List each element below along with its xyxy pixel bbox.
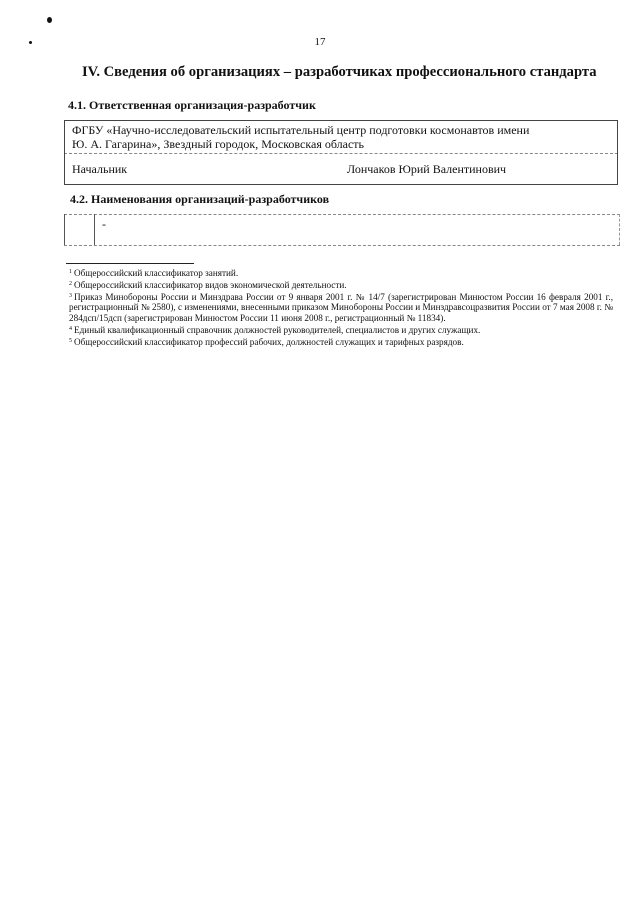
table-border <box>619 214 620 245</box>
scan-speck-mark <box>47 17 52 23</box>
developers-table <box>64 214 620 246</box>
table-border <box>64 120 65 184</box>
developer-name-cell: - <box>102 217 106 231</box>
footnote-mark: 3 <box>69 292 72 299</box>
table-border <box>64 120 618 121</box>
footnote-mark: 5 <box>69 337 72 344</box>
page-number: 17 <box>314 36 326 48</box>
table-border <box>64 214 65 245</box>
footnote-mark: 1 <box>69 269 72 275</box>
footnote <box>69 279 613 291</box>
head-name: Лончаков Юрий Валентинович <box>347 162 507 176</box>
table-border <box>617 120 618 184</box>
footnote-mark: 2 <box>69 280 72 287</box>
responsible-org-table <box>64 120 618 185</box>
footnote-text: Общероссийский классификатор профессий рабочих, должностей служащих и тарифных разрядов. <box>74 336 464 347</box>
footnotes <box>69 267 613 348</box>
org-name-line2: Ю. А. Гагарина», Звездный городок, Московская область <box>72 137 365 151</box>
table-border <box>94 214 95 245</box>
org-name-line1: ФГБУ «Научно-исследовательский испытательный центр подготовки космонавтов имени <box>72 123 530 137</box>
responsible-org-heading: 4.1. Ответственная организация-разработчик <box>68 98 316 112</box>
table-border <box>64 184 618 185</box>
footnote <box>69 324 613 336</box>
footnote <box>69 267 613 279</box>
footnote-text: Общероссийский классификатор видов экономической деятельности. <box>74 279 347 290</box>
footnote-text: Приказ Минобороны России и Минздрава России от 9 января 2001 г. № 14/7 (зарегистрирован Минюстом России 16 февраля 2001 г., регистрационный № 2580), с изменениями, внесенными приказом Минобороны России и Минздравсоцразвития России от 7 мая 2008 г. № 284дсп/15дсп (зарегистрирован Минюстом России 11 июня 2008 г., регистрационный № 11834). <box>69 291 613 324</box>
footnote <box>69 291 613 324</box>
footnote <box>69 336 613 348</box>
footnote-separator <box>66 263 194 264</box>
head-position: Начальник <box>72 162 128 176</box>
table-border <box>64 245 620 246</box>
footnote-text: Общероссийский классификатор занятий. <box>74 268 239 278</box>
footnote-text: Единый квалификационный справочник должностей руководителей, специалистов и других служащих. <box>74 324 481 335</box>
developers-heading: 4.2. Наименования организаций-разработчиков <box>70 192 330 206</box>
section-title: IV. Сведения об организациях – разработчиках профессионального стандарта <box>82 64 597 80</box>
table-border <box>64 153 618 154</box>
footnote-mark: 4 <box>69 325 72 332</box>
table-border <box>64 214 620 215</box>
